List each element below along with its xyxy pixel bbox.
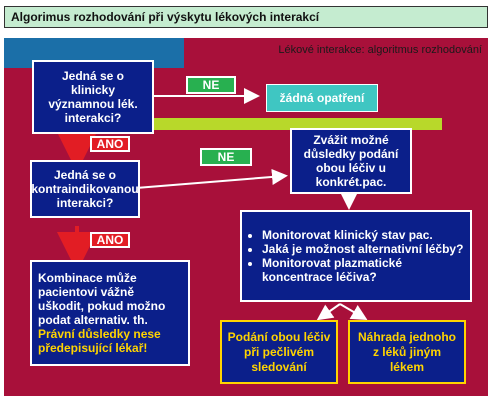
q1-line-2: klinicky — [70, 83, 116, 97]
arrow-monitor-to-outcome-right — [340, 304, 364, 318]
legal-line-1: Právní důsledky nese — [38, 327, 161, 341]
outcome-left-line-2: při pečlivém — [243, 344, 315, 359]
legal-line-2: předepisující lékař! — [38, 341, 148, 355]
diagram-area — [4, 38, 488, 396]
consider-line-1: Zvážit možné — [313, 133, 389, 147]
q1-line-4: interakci? — [64, 111, 122, 125]
outcome-both-drugs — [220, 320, 338, 384]
monitor-item-3: • Monitorovat plazmatické koncentrace léčiva? — [262, 256, 464, 284]
header-title: Algorimus rozhodování při výskytu lékových interakcí — [4, 6, 488, 28]
combination-line-3: uškodit, pokud možno — [38, 299, 166, 313]
consider-line-2: důsledky podání — [303, 147, 399, 161]
consider-consequences-box — [290, 128, 412, 194]
ne-label-2: NE — [200, 148, 252, 166]
combination-warning-box — [30, 260, 190, 366]
q2-line-3: interakci? — [56, 196, 114, 210]
ano-label-1: ANO — [90, 136, 130, 152]
combination-line-1: Kombinace může — [38, 271, 137, 285]
ano-label-2: ANO — [90, 232, 130, 248]
q2-line-2: kontraindikovanou — [31, 182, 139, 196]
monitoring-box — [240, 210, 472, 302]
combination-line-2: pacientovi vážně — [38, 285, 135, 299]
monitor-item-2: • Jaká je možnost alternativní léčby? — [262, 242, 464, 256]
arrow-q2-to-consider — [136, 176, 284, 188]
arrow-monitor-to-outcome-left — [320, 304, 340, 318]
ne-label-1: NE — [186, 76, 236, 94]
combination-line-4: podat alternativ. th. — [38, 313, 148, 327]
no-action-box: žádná opatření — [266, 84, 378, 112]
outcome-right-line-2: z léků jiným — [372, 344, 441, 359]
diagram-subtitle: Lékové interakce: algoritmus rozhodování — [278, 44, 482, 56]
outcome-replace-drug — [348, 320, 466, 384]
q1-line-1: Jedná se o — [61, 69, 125, 83]
question-contraindicated — [30, 160, 140, 218]
q2-line-1: Jedná se o — [53, 168, 117, 182]
outcome-right-line-1: Náhrada jednoho — [357, 329, 456, 344]
monitor-item-1: • Monitorovat klinický stav pac. — [262, 228, 464, 242]
consider-line-3: obou léčiv u — [315, 161, 386, 175]
consider-line-4: konkrét.pac. — [315, 175, 387, 189]
outcome-right-line-3: lékem — [389, 359, 424, 374]
q1-line-3: významnou lék. — [48, 97, 138, 111]
question-clinically-significant — [32, 60, 154, 134]
outcome-left-line-3: sledování — [251, 359, 307, 374]
outcome-left-line-1: Podání obou léčiv — [227, 329, 331, 344]
